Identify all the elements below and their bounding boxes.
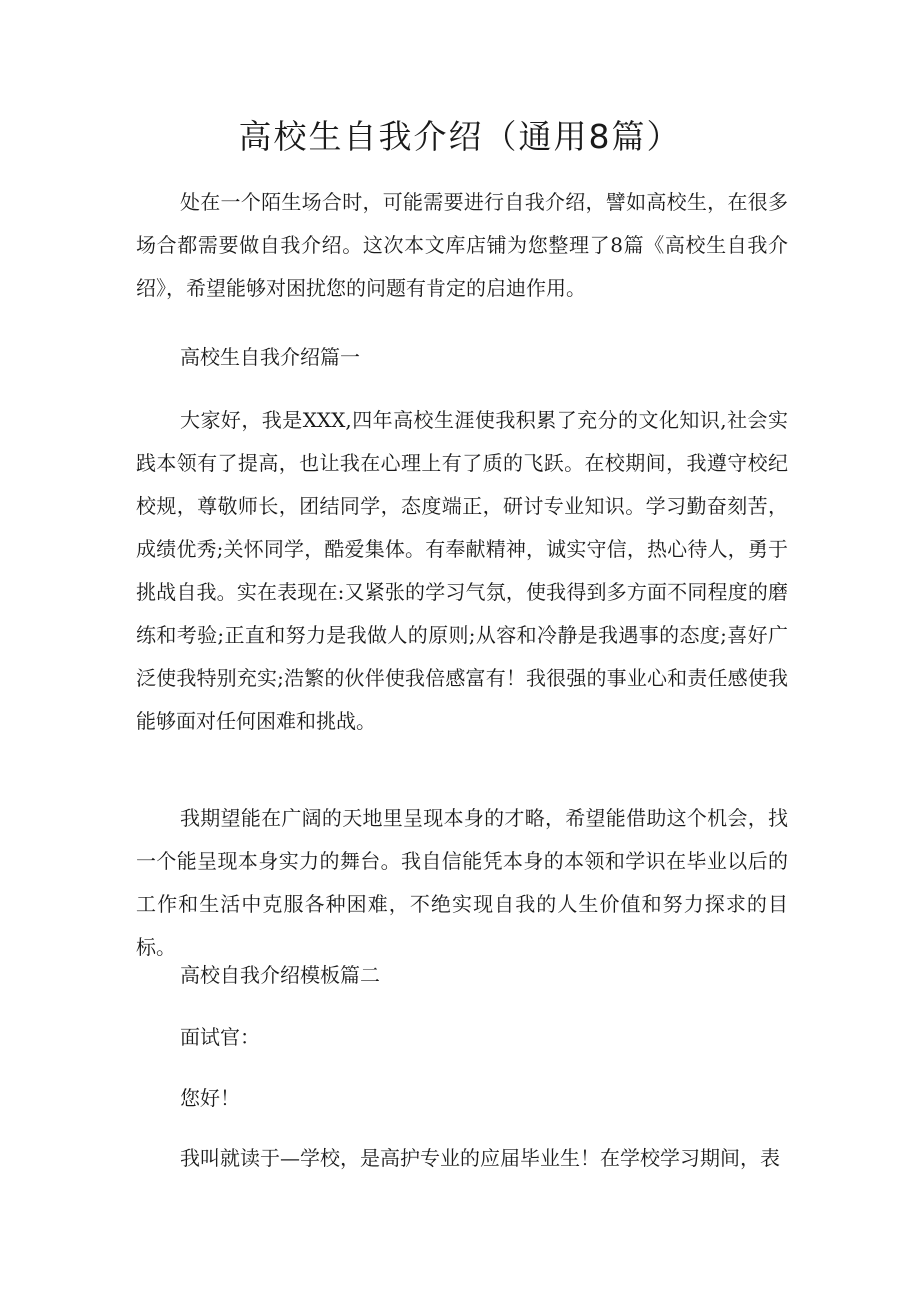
greeting: 您好！ xyxy=(180,1086,240,1110)
section1-paragraph-2: 我期望能在广阔的天地里呈现本身的才略，希望能借助这个机会，找一个能呈现本身实力的舞台。我自信能凭本身的本领和学识在毕业以后的工作和生活中克服各种困难，不绝实现自我的人生价值和努力探求的目标。 xyxy=(136,806,788,959)
intro-paragraph: 处在一个陌生场合时，可能需要进行自我介绍，譬如高校生，在很多场合都需要做自我介绍。这次本文库店铺为您整理了8篇《高校生自我介绍》，希望能够对困扰您的问题有肯定的启迪作用。 xyxy=(136,190,788,300)
section-heading-1: 高校生自我介绍篇一 xyxy=(180,345,360,369)
section-heading-2: 高校自我介绍模板篇二 xyxy=(180,963,380,987)
section2-paragraph-1: 我叫就读于—学校，是高护专业的应届毕业生！在学校学习期间，表 xyxy=(180,1146,780,1170)
section1-paragraph-1: 大家好，我是XXX,四年高校生涯使我积累了充分的文化知识,社会实践本领有了提高，也让我在心理上有了质的飞跃。在校期间，我遵守校纪校规，尊敬师长，团结同学，态度端正，研讨专业知识。学习勤奋刻苦，成绩优秀;关怀同学，酷爱集体。有奉献精神，诚实守信，热心待人，勇于挑战自我。实在表现在:又紧张的学习气氛，使我得到多方面不同程度的磨练和考验;正直和努力是我做人的原则;从容和冷静是我遇事的态度;喜好广泛使我特别充实;浩繁的伙伴使我倍感富有！我很强的事业心和责任感使我能够面对任何困难和挑战。 xyxy=(136,408,788,733)
salutation: 面试官： xyxy=(180,1025,260,1049)
document-title: 高校生自我介绍（通用8篇） xyxy=(238,117,682,156)
